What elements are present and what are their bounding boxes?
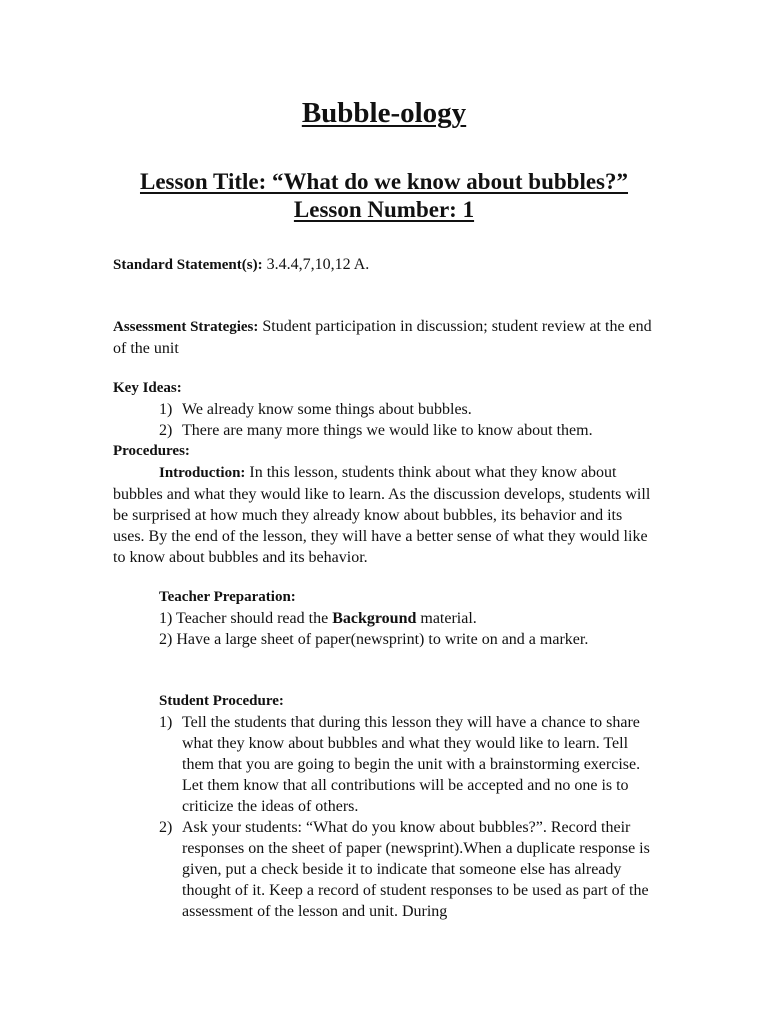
teacher-prep-label: Teacher Preparation:: [159, 589, 296, 605]
lesson-heading: [0, 168, 768, 224]
key-ideas-section: [113, 378, 653, 568]
document-title: Bubble-ology: [301, 97, 467, 129]
student-procedure-label: Student Procedure:: [159, 693, 284, 709]
teacher-prep-item-2: 2) Have a large sheet of paper(newsprint) to write on and a marker.: [159, 631, 589, 648]
lesson-title: Lesson Title: “What do we know about bubbles?”: [139, 169, 629, 194]
assessment-strategies: [113, 316, 653, 359]
assessment-value: Student participation in discussion; student review at the end of the unit: [113, 318, 652, 357]
student-procedure-list: [159, 712, 653, 922]
procedures-label: Procedures:: [113, 443, 190, 459]
standard-statement: [113, 254, 653, 276]
standard-value: 3.4.4,7,10,12 A.: [262, 256, 370, 273]
assessment-label: Assessment Strategies:: [113, 319, 259, 335]
teacher-prep-content: [113, 587, 653, 650]
list-item: 2) There are many more things we would like to know about them.: [159, 422, 593, 439]
key-ideas-label: Key Ideas:: [113, 380, 182, 396]
introduction-text: In this lesson, students think about what they know about bubbles and what they would like to learn. As the discussion develops, students will be surprised at how much they already know about bubbles, its behavior and its uses. By the end of the lesson, they will have a better sense of what they would like to know about bubbles and its behavior.: [113, 464, 651, 566]
teacher-preparation-section: [113, 587, 653, 650]
lesson-number: Lesson Number: 1: [293, 197, 475, 222]
student-procedure-section: [113, 691, 653, 922]
list-item: 2) Ask your students: “What do you know about bubbles?”. Record their responses on the sheet of paper (newsprint).When a duplicate response is given, put a check beside it to indicate that someone else has already thought of it. Keep a record of student responses to be used as part of the assessment of the lesson and unit. During: [159, 819, 650, 920]
list-item: 1) Tell the students that during this lesson they will have a chance to share what they know about bubbles and what they would like to learn. Tell them that you are going to begin the unit with a brainstorming exercise. Let them know that all contributions will be accepted and no one is to criticize the ideas of others.: [159, 714, 641, 815]
list-item: 1) We already know some things about bubbles.: [159, 401, 472, 418]
key-ideas-list: [159, 399, 653, 441]
standard-label: Standard Statement(s):: [113, 257, 263, 273]
introduction-paragraph: [113, 462, 653, 568]
introduction-label: Introduction:: [159, 465, 246, 481]
teacher-prep-item-1: 1) Teacher should read the Background material.: [159, 610, 477, 627]
